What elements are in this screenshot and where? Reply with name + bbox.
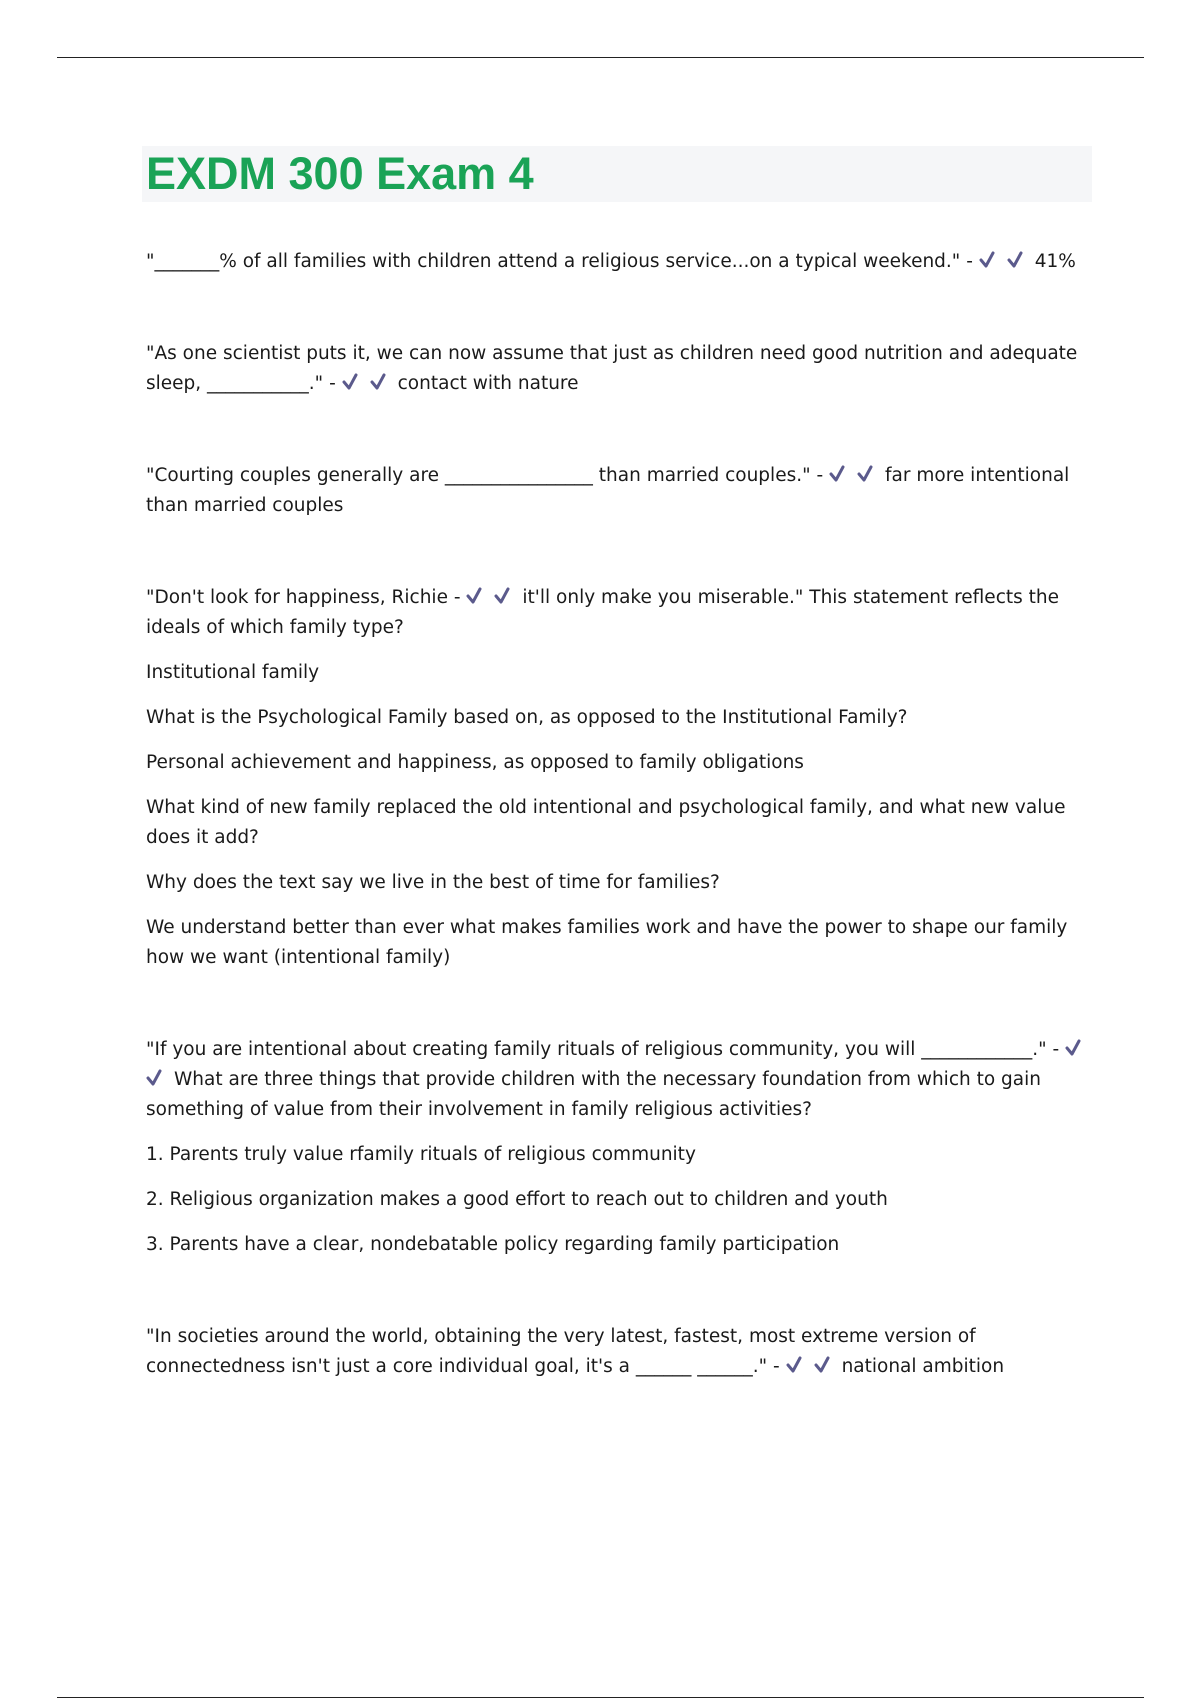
double-check-icon xyxy=(370,372,394,392)
qa-item-1 xyxy=(146,247,1096,277)
question-text: "Don't look for happiness, Richie - xyxy=(146,587,461,608)
qa-item-2 xyxy=(146,339,1096,399)
double-check-icon xyxy=(979,250,1003,270)
answer-text: contact with nature xyxy=(397,373,579,394)
qa-question-line xyxy=(146,1035,1096,1125)
answer-line: We understand better than ever what makes families work and have the power to shape our family how we want (intentional family) xyxy=(146,917,1068,968)
answer-line: 3. Parents have a clear, nondebatable policy regarding family participation xyxy=(146,1234,840,1255)
qa-item-3 xyxy=(146,461,1096,521)
qa-item-5 xyxy=(146,1035,1096,1260)
answer-text: national ambition xyxy=(841,1356,1005,1377)
answer-line: 2. Religious organization makes a good effort to reach out to children and youth xyxy=(146,1189,888,1210)
double-check-icon xyxy=(829,464,853,484)
answer-line: 1. Parents truly value rfamily rituals of religious community xyxy=(146,1144,696,1165)
answer-text: 41% xyxy=(1034,251,1076,272)
double-check-icon xyxy=(466,586,490,606)
double-check-icon xyxy=(494,586,518,606)
question-text: "As one scientist puts it, we can now assume that just as children need good nutrition and adequate sleep, ___________." - xyxy=(146,343,1078,394)
qa-question-line xyxy=(146,339,1096,399)
double-check-icon xyxy=(342,372,366,392)
qa-question-line xyxy=(146,1322,1096,1382)
answer-line: Personal achievement and happiness, as opposed to family obligations xyxy=(146,752,804,773)
answer-line: What kind of new family replaced the old intentional and psychological family, and what new value does it add? xyxy=(146,797,1066,848)
double-check-icon xyxy=(1065,1038,1089,1058)
qa-question-line xyxy=(146,461,1096,521)
answer-text: What are three things that provide children with the necessary foundation from which to gain something of value from their involvement in family religious activities? xyxy=(146,1069,1041,1120)
double-check-icon xyxy=(146,1068,170,1088)
question-text: "If you are intentional about creating family rituals of religious community, you will ____________." - xyxy=(146,1039,1060,1060)
answer-text: far more intentional than married couples xyxy=(146,465,1070,516)
answer-text: it'll only make you miserable." This statement reflects the ideals of which family type? xyxy=(146,587,1059,638)
qa-question-line xyxy=(146,247,1096,277)
double-check-icon xyxy=(857,464,881,484)
page-title: EXDM 300 Exam 4 xyxy=(146,148,534,199)
document-body xyxy=(146,247,1096,1444)
answer-line: Institutional family xyxy=(146,662,320,683)
qa-question-line xyxy=(146,583,1096,643)
question-text: "Courting couples generally are ________________ than married couples." - xyxy=(146,465,824,486)
answer-line: What is the Psychological Family based on, as opposed to the Institutional Family? xyxy=(146,707,908,728)
top-rule xyxy=(57,57,1144,58)
question-text: "In societies around the world, obtaining the very latest, fastest, most extreme version of connectedness isn't just a core individual goal, it's a ______ ______." - xyxy=(146,1326,976,1377)
double-check-icon xyxy=(814,1355,838,1375)
question-text: "_______% of all families with children attend a religious service...on a typical weekend." - xyxy=(146,251,973,272)
qa-item-6 xyxy=(146,1322,1096,1382)
double-check-icon xyxy=(1007,250,1031,270)
answer-line: Why does the text say we live in the best of time for families? xyxy=(146,872,720,893)
bottom-rule xyxy=(57,1697,1144,1698)
double-check-icon xyxy=(786,1355,810,1375)
qa-item-4 xyxy=(146,583,1096,973)
